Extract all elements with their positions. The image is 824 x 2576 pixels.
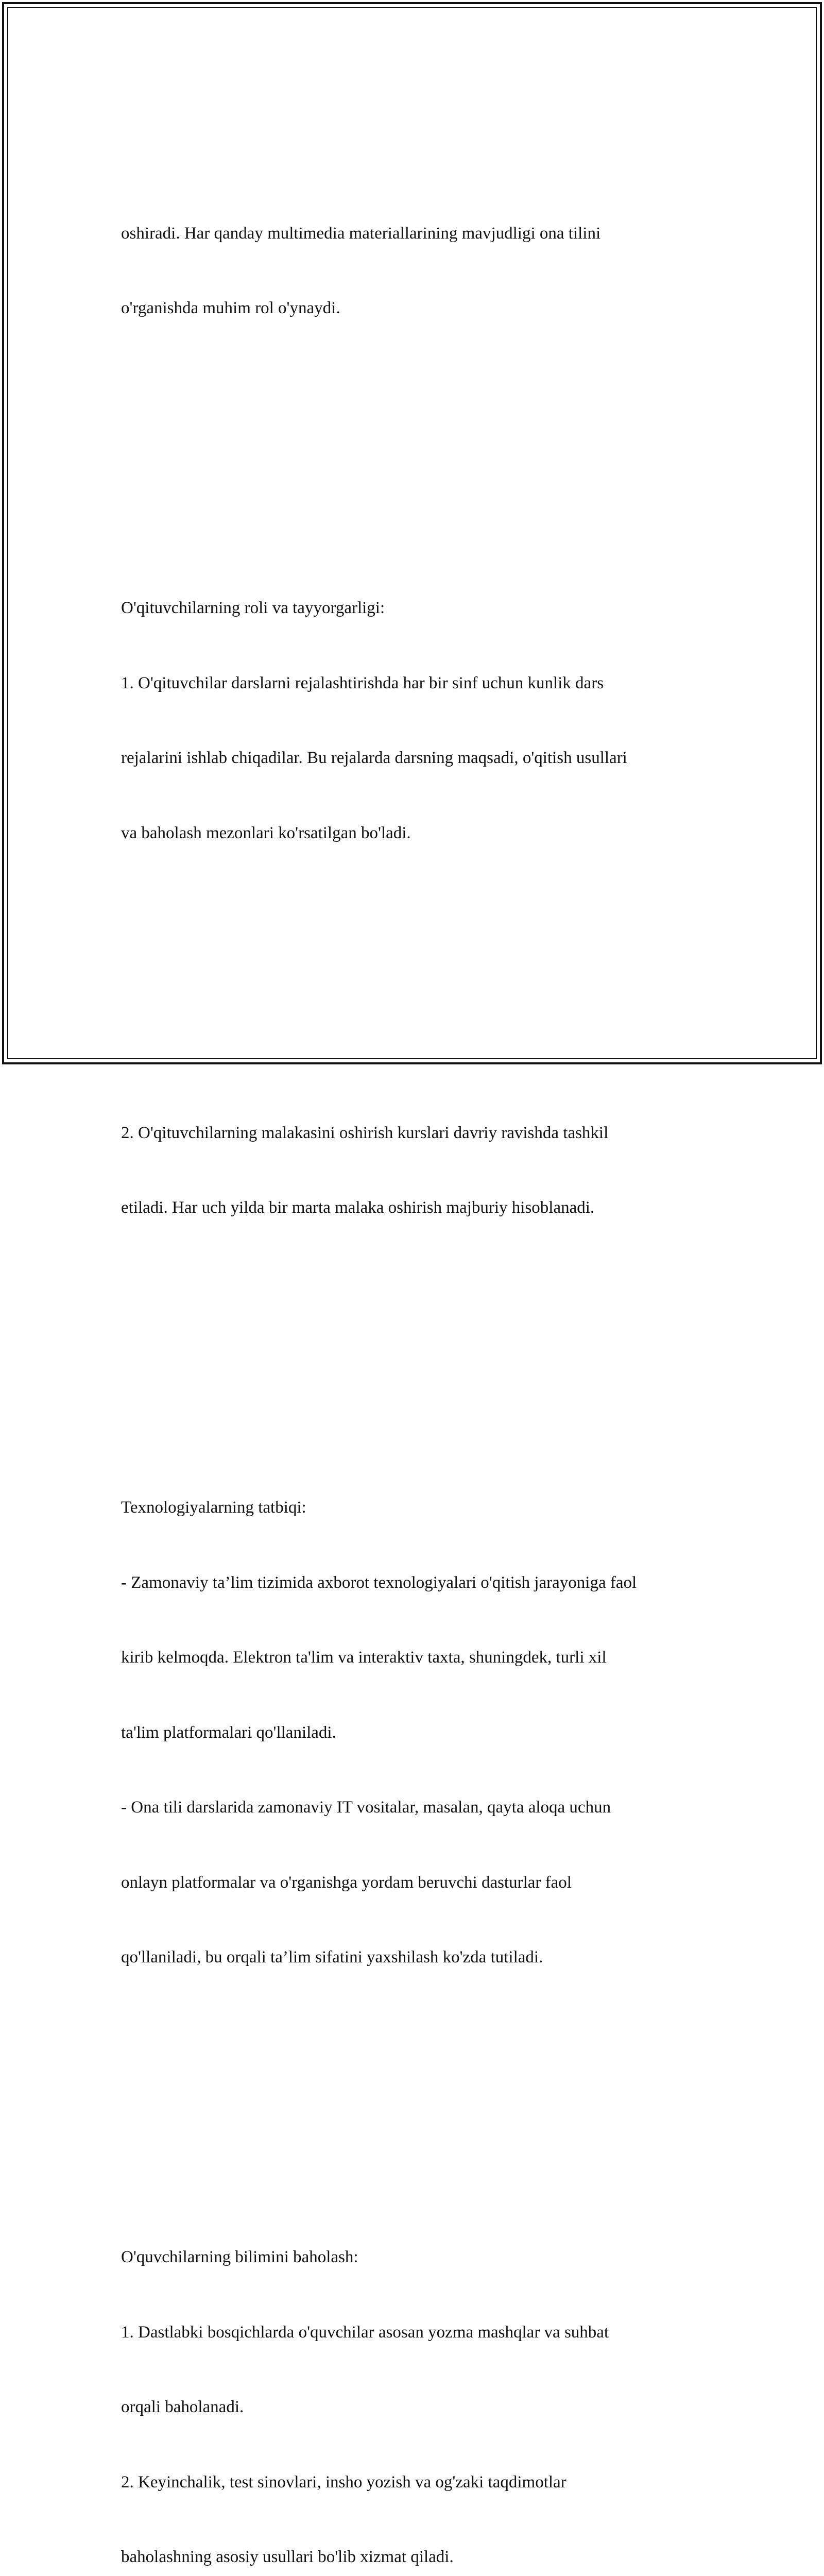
paragraph-gap <box>121 421 703 446</box>
text-line: o'rganishda muhim rol o'ynaydi. <box>121 299 340 317</box>
text-line: baholashning asosiy usullari bo'lib xizmat qiladi. <box>121 2548 454 2566</box>
text-line: - Zamonaviy ta’lim tizimida axborot texnologiyalari o'qitish jarayoniga faol <box>121 1573 637 1592</box>
paragraph-gap <box>121 1320 703 1346</box>
text-line: ta'lim platformalari qo'llaniladi. <box>121 1723 336 1742</box>
text-line: etiladi. Har uch yilda bir marta malaka oshirish majburiy hisoblanadi. <box>121 1198 595 1217</box>
section-heading: Texnologiyalarning tatbiqi: <box>121 1498 306 1517</box>
paragraph-gap <box>121 2070 703 2095</box>
text-line: qo'llaniladi, bu orqali ta’lim sifatini yaxshilash ko'zda tutiladi. <box>121 1948 543 1967</box>
paragraph-teacher-training <box>121 1071 703 1270</box>
section-assessment <box>121 2195 703 2576</box>
document-body <box>121 96 703 2576</box>
section-heading: O'qituvchilarning roli va tayyorgarligi: <box>121 599 385 617</box>
text-line: orqali baholanadi. <box>121 2398 244 2416</box>
text-line: oshiradi. Har qanday multimedia materiallarining mavjudligi ona tilini <box>121 224 601 243</box>
text-line: 1. Dastlabki bosqichlarda o'quvchilar asosan yozma mashqlar va suhbat <box>121 2323 609 2342</box>
paragraph-gap <box>121 945 703 971</box>
text-line: - Ona tili darslarida zamonaviy IT vositalar, masalan, qayta aloqa uchun <box>121 1798 611 1817</box>
text-line: onlayn platformalar va o'rganishga yordam beruvchi dasturlar faol <box>121 1873 572 1892</box>
paragraph-continuation <box>121 171 703 371</box>
text-line: rejalarini ishlab chiqadilar. Bu rejalarda darsning maqsadi, o'qitish usullari <box>121 749 627 767</box>
section-heading: O'quvchilarning bilimini baholash: <box>121 2248 358 2266</box>
section-technology <box>121 1445 703 2020</box>
section-teachers-role <box>121 546 703 895</box>
text-line: 2. Keyinchalik, test sinovlari, insho yozish va og'zaki taqdimotlar <box>121 2472 566 2492</box>
text-line: va baholash mezonlari ko'rsatilgan bo'ladi. <box>121 823 411 842</box>
text-line: 1. O'qituvchilar darslarni rejalashtirishda har bir sinf uchun kunlik dars <box>121 673 604 692</box>
text-line: kirib kelmoqda. Elektron ta'lim va interaktiv taxta, shuningdek, turli xil <box>121 1648 607 1667</box>
text-line: 2. O'qituvchilarning malakasini oshirish kurslari davriy ravishda tashkil <box>121 1123 609 1142</box>
